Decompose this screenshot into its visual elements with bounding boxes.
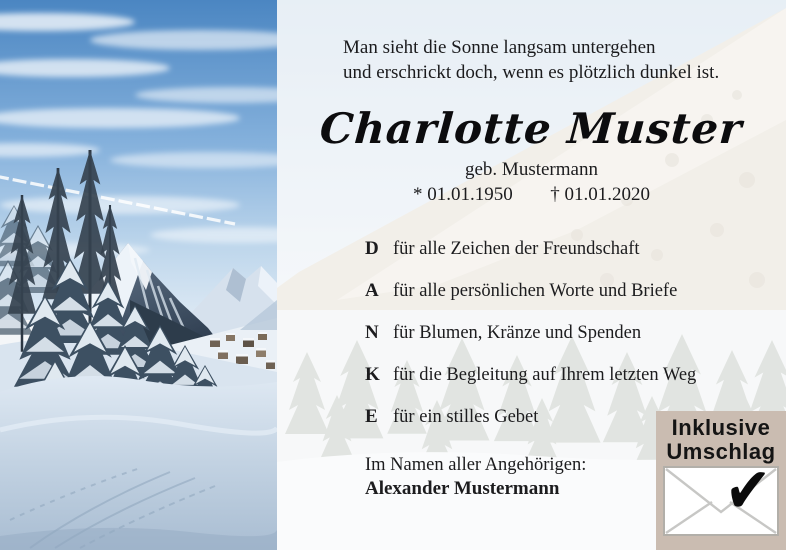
- inclusive-envelope-badge: [656, 411, 786, 550]
- card-content: [277, 0, 786, 550]
- acrostic-text: für alle persönlichen Worte und Briefe: [393, 281, 678, 301]
- acrostic-letter: A: [365, 280, 379, 301]
- acrostic-letter: D: [365, 238, 379, 259]
- acrostic-letter: K: [365, 364, 380, 385]
- winter-landscape-graphic: [0, 0, 277, 550]
- acrostic-item: [365, 322, 696, 342]
- deceased-block: [277, 104, 786, 206]
- birth-symbol: *: [413, 184, 423, 205]
- quote-line-1: Man sieht die Sonne langsam untergehen: [343, 37, 656, 58]
- acrostic-item: [365, 238, 696, 258]
- closing-line: Im Namen aller Angehörigen:: [365, 455, 587, 475]
- quote-line-2: und erschrickt doch, wenn es plötzlich dunkel ist.: [343, 61, 720, 83]
- acrostic-item: [365, 280, 696, 300]
- deceased-name: Charlotte Muster: [318, 104, 745, 153]
- badge-line-2: Umschlag: [666, 439, 776, 464]
- signatory-name: Alexander Mustermann: [365, 478, 560, 499]
- acrostic-letter: N: [365, 322, 379, 343]
- death-symbol: †: [550, 184, 560, 205]
- acrostic-text: für die Begleitung auf Ihrem letzten Weg: [393, 365, 697, 385]
- birth-name: geb. Mustermann: [465, 159, 598, 180]
- birth-date: 01.01.1950: [427, 184, 513, 205]
- acrostic-text: für ein stilles Gebet: [393, 407, 539, 427]
- acrostic-item: [365, 364, 696, 384]
- acrostic-item: [365, 406, 696, 426]
- acrostic-list: [365, 238, 696, 448]
- death-date: 01.01.2020: [564, 184, 650, 205]
- acrostic-text: für alle Zeichen der Freundschaft: [393, 239, 640, 259]
- acrostic-text: für Blumen, Kränze und Spenden: [393, 323, 642, 343]
- opening-quote: [343, 36, 719, 85]
- life-dates: [277, 184, 786, 206]
- closing-block: [365, 453, 586, 501]
- foreground-snow: [0, 376, 277, 550]
- badge-line-1: Inklusive: [671, 415, 771, 440]
- acrostic-letter: E: [365, 406, 378, 427]
- winter-landscape-photo: [0, 0, 277, 550]
- checkmark-icon: ✔: [723, 450, 772, 531]
